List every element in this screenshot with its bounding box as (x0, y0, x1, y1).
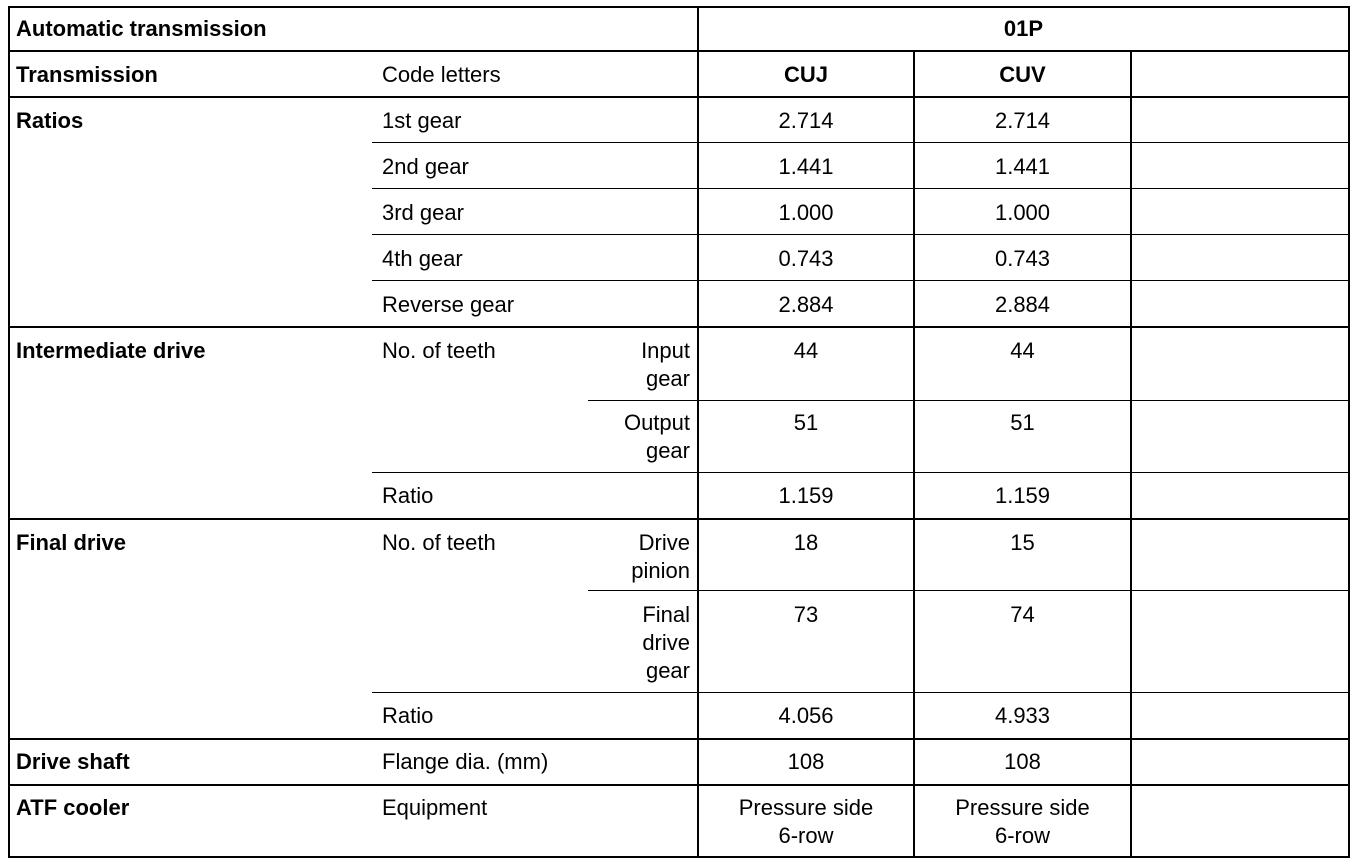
flange-dia-cuj: 108 (787, 749, 825, 774)
ratio-sub-2: 2nd gear (382, 154, 469, 179)
section-rule-shaft (8, 784, 1350, 786)
ratio-sub-3: 3rd gear (382, 200, 464, 225)
col-rule-cuv (1130, 52, 1132, 858)
ratio-cuj-2: 1.441 (778, 154, 834, 179)
intermediate-teeth-label: No. of teeth (382, 338, 496, 363)
border-top (8, 6, 1350, 8)
final-rule-2 (372, 692, 1350, 693)
code-cuj: CUJ (783, 62, 828, 87)
section-rule-intermediate (8, 518, 1350, 520)
output-gear-cuv: 51 (1010, 410, 1035, 435)
border-left (8, 6, 10, 858)
header-rule (8, 50, 1350, 52)
output-gear-line1: Output (623, 410, 690, 435)
ratio-rule-4 (372, 280, 1350, 281)
flange-dia-cuv: 108 (1004, 749, 1041, 774)
atf-cuj-line1: Pressure side (738, 795, 874, 820)
ratio-rule-2 (372, 188, 1350, 189)
atf-cooler-label: ATF cooler (16, 795, 130, 820)
ratio-cuv-3: 1.000 (994, 200, 1051, 225)
final-drive-label: Final drive (16, 530, 127, 555)
input-gear-cuv: 44 (1010, 338, 1035, 363)
section-rule-final (8, 738, 1350, 740)
drive-pinion-line1: Drive (638, 530, 690, 555)
section-rule-ratios (8, 326, 1350, 328)
final-gear-cuj: 73 (793, 602, 819, 627)
model-code: 01P (1003, 16, 1044, 41)
border-right (1348, 6, 1350, 858)
final-ratio-cuj: 4.056 (778, 703, 834, 728)
ratio-rule-3 (372, 234, 1350, 235)
output-gear-line2: gear (645, 438, 690, 463)
inter-rule-1 (588, 400, 1350, 401)
intermediate-ratio-cuj: 1.159 (778, 483, 834, 508)
final-rule-1 (588, 590, 1350, 591)
ratios-label: Ratios (16, 108, 84, 133)
ratio-cuj-5: 2.884 (778, 292, 834, 317)
final-gear-line3: gear (645, 658, 690, 683)
border-bottom (8, 856, 1350, 858)
flange-dia-label: Flange dia. (mm) (382, 749, 549, 774)
final-teeth-label: No. of teeth (382, 530, 496, 555)
final-gear-line2: drive (642, 630, 690, 655)
ratio-sub-5: Reverse gear (382, 292, 515, 317)
output-gear-cuj: 51 (793, 410, 819, 435)
ratio-cuj-4: 0.743 (778, 246, 834, 271)
input-gear-cuj: 44 (793, 338, 819, 363)
table-title: Automatic transmission (16, 16, 267, 41)
ratio-cuv-1: 2.714 (994, 108, 1051, 133)
ratio-sub-4: 4th gear (382, 246, 463, 271)
intermediate-label: Intermediate drive (16, 338, 206, 363)
transmission-label: Transmission (16, 62, 158, 87)
input-gear-line1: Input (641, 338, 690, 363)
input-gear-line2: gear (645, 366, 690, 391)
final-gear-cuv: 74 (1010, 602, 1035, 627)
atf-cuv-line1: Pressure side (955, 795, 1090, 820)
final-gear-line1: Final (642, 602, 690, 627)
equipment-label: Equipment (382, 795, 488, 820)
drive-pinion-cuv: 15 (1010, 530, 1035, 555)
drive-pinion-cuj: 18 (793, 530, 819, 555)
transmission-rule (8, 96, 1350, 98)
atf-cuj-line2: 6-row (778, 823, 834, 848)
code-cuv: CUV (999, 62, 1046, 87)
ratio-cuv-2: 1.441 (994, 154, 1051, 179)
intermediate-ratio-label: Ratio (382, 483, 434, 508)
final-ratio-label: Ratio (382, 703, 434, 728)
ratio-cuj-3: 1.000 (778, 200, 834, 225)
ratio-sub-1: 1st gear (382, 108, 462, 133)
code-letters-label: Code letters (382, 62, 501, 87)
drive-shaft-label: Drive shaft (16, 749, 130, 774)
final-ratio-cuv: 4.933 (994, 703, 1051, 728)
ratio-cuv-5: 2.884 (994, 292, 1051, 317)
ratio-rule-1 (372, 142, 1350, 143)
inter-rule-2 (372, 472, 1350, 473)
ratio-cuj-1: 2.714 (778, 108, 834, 133)
atf-cuv-line2: 6-row (994, 823, 1050, 848)
ratio-cuv-4: 0.743 (994, 246, 1051, 271)
drive-pinion-line2: pinion (631, 558, 690, 583)
intermediate-ratio-cuv: 1.159 (994, 483, 1051, 508)
